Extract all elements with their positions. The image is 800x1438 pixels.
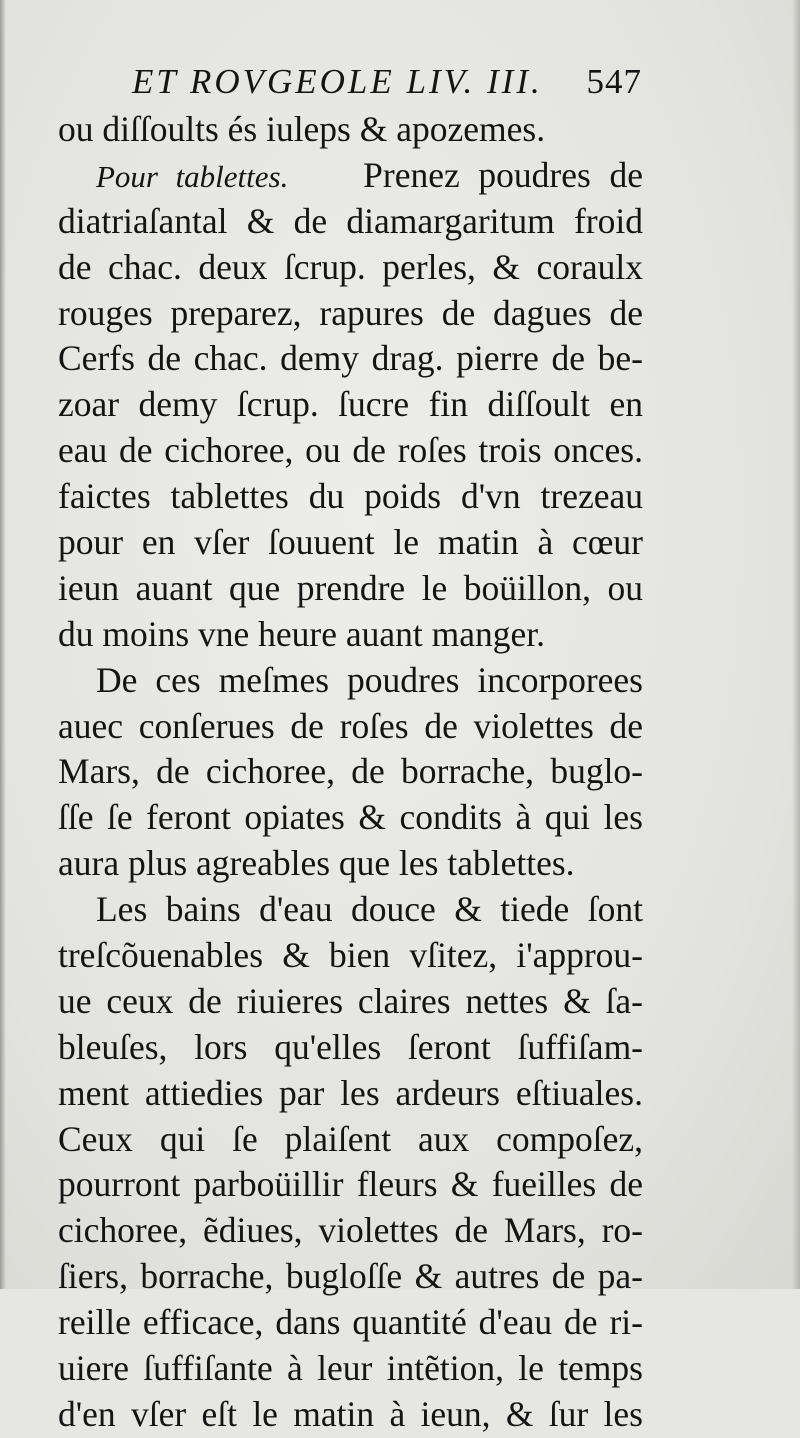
text-line: zoar demy ſcrup. ſucre fin diſſoult en [58, 384, 643, 425]
text-line: pourront parboüillir fleurs & fueilles de [58, 1164, 643, 1205]
text-line: De ces meſmes poudres incorporees [96, 659, 643, 700]
text-line: rouges preparez, rapures de dagues de [58, 292, 643, 333]
text-line: Les bains d'eau douce & tiede ſont [96, 889, 643, 930]
page-number: 547 [586, 62, 642, 101]
text-line: de chac. deux ſcrup. perles, & coraulx [58, 246, 643, 287]
text-line: ſſe ſe feront opiates & condits à qui les [58, 797, 643, 838]
text-line: eau de cichoree, ou de roſes trois onces. [58, 430, 643, 471]
text-line: treſcõuenables & bien vſitez, i'approu- [58, 935, 643, 976]
text-line: Cerfs de chac. demy drag. pierre de be- [58, 338, 643, 379]
text-line: aura plus agreables que les tablettes. [58, 843, 575, 884]
body-text [58, 107, 643, 1438]
section-heading: Pour tablettes. [96, 158, 289, 194]
text-line: auec conſerues de roſes de violettes de [58, 705, 643, 746]
text-line: Ceux qui ſe plaiſent aux compoſez, [58, 1118, 643, 1159]
text-line: bleuſes, lors qu'elles ſeront ſuffiſam- [58, 1026, 643, 1067]
text-line: reille efficace, dans quantité d'eau de ri- [58, 1302, 643, 1343]
text-line: ſiers, borrache, bugloſſe & autres de pa- [58, 1256, 643, 1297]
text-line: Mars, de cichoree, de borrache, buglo- [58, 751, 643, 792]
text-line: pour en vſer ſouuent le matin à cœur [58, 522, 643, 563]
text-line: ue ceux de riuieres claires nettes & ſa- [58, 980, 643, 1021]
text-line: ou diſſoults és iuleps & apozemes. [58, 109, 546, 149]
text-line: d'en vſer eſt le matin à ieun, & ſur les [58, 1393, 643, 1434]
text-line [58, 153, 643, 199]
text-line: cichoree, ẽdiues, violettes de Mars, ro- [58, 1210, 643, 1251]
text-fragment: Prenez poudres de [363, 154, 643, 195]
text-line: diatriaſantal & de diamargaritum froid [58, 200, 643, 241]
page-header [132, 62, 642, 106]
text-line: ment attiedies par les ardeurs eſtiuales. [58, 1072, 643, 1113]
text-line: ieun auant que prendre le boüillon, ou [58, 567, 643, 608]
text-line: du moins vne heure auant manger. [58, 613, 545, 654]
text-line: uiere ſuffiſante à leur intẽtion, le temps [58, 1348, 643, 1389]
text-line: faictes tablettes du poids d'vn trezeau [58, 476, 643, 517]
running-title: ET ROVGEOLE LIV. III. [132, 62, 543, 101]
